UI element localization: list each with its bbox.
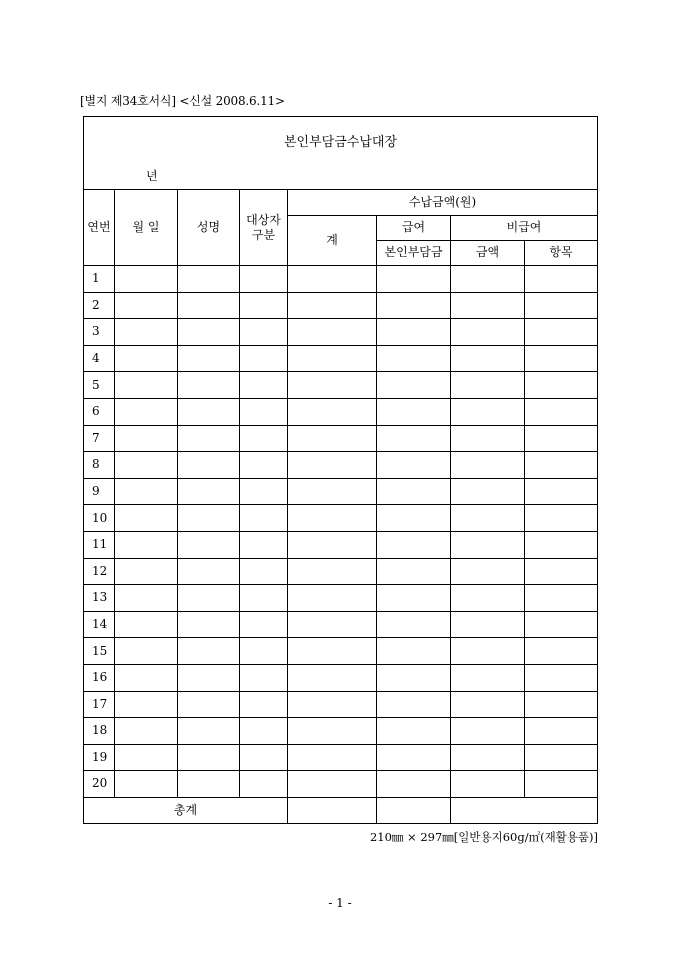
serial-number: 12 bbox=[84, 558, 115, 585]
non-benefit-item-cell[interactable] bbox=[525, 505, 598, 532]
subject-type-cell[interactable] bbox=[240, 585, 288, 612]
header-row-1 bbox=[84, 190, 598, 216]
total-cell[interactable] bbox=[288, 718, 377, 745]
total-cell[interactable] bbox=[288, 345, 377, 372]
name-cell[interactable] bbox=[178, 558, 240, 585]
table-row bbox=[84, 319, 598, 346]
total-cell[interactable] bbox=[288, 531, 377, 558]
non-benefit-amount-cell[interactable] bbox=[451, 266, 525, 293]
serial-number: 6 bbox=[84, 398, 115, 425]
copay-cell[interactable] bbox=[377, 452, 451, 479]
subject-type-cell[interactable] bbox=[240, 345, 288, 372]
subject-type-cell[interactable] bbox=[240, 638, 288, 665]
copay-cell[interactable] bbox=[377, 691, 451, 718]
table-row bbox=[84, 478, 598, 505]
serial-number: 9 bbox=[84, 478, 115, 505]
total-cell[interactable] bbox=[288, 319, 377, 346]
name-cell[interactable] bbox=[178, 292, 240, 319]
non-benefit-item-cell[interactable] bbox=[525, 452, 598, 479]
non-benefit-amount-cell[interactable] bbox=[451, 718, 525, 745]
subject-type-cell[interactable] bbox=[240, 266, 288, 293]
copay-cell[interactable] bbox=[377, 372, 451, 399]
non-benefit-amount-cell[interactable] bbox=[451, 691, 525, 718]
form-header-note: [별지 제34호서식] <신설 2008.6.11> bbox=[80, 94, 285, 108]
name-cell[interactable] bbox=[178, 531, 240, 558]
subject-type-cell[interactable] bbox=[240, 425, 288, 452]
non-benefit-item-cell[interactable] bbox=[525, 292, 598, 319]
total-cell[interactable] bbox=[288, 478, 377, 505]
non-benefit-item-cell[interactable] bbox=[525, 664, 598, 691]
total-cell[interactable] bbox=[288, 505, 377, 532]
name-cell[interactable] bbox=[178, 266, 240, 293]
copay-cell[interactable] bbox=[377, 345, 451, 372]
total-cell[interactable] bbox=[288, 691, 377, 718]
subject-type-cell[interactable] bbox=[240, 744, 288, 771]
non-benefit-amount-cell[interactable] bbox=[451, 505, 525, 532]
copay-cell[interactable] bbox=[377, 478, 451, 505]
month-day-cell[interactable] bbox=[115, 372, 178, 399]
non-benefit-item-cell[interactable] bbox=[525, 558, 598, 585]
col-header-name: 성명 bbox=[178, 190, 240, 266]
name-cell[interactable] bbox=[178, 478, 240, 505]
serial-number: 7 bbox=[84, 425, 115, 452]
total-cell[interactable] bbox=[288, 452, 377, 479]
name-cell[interactable] bbox=[178, 505, 240, 532]
table-row bbox=[84, 744, 598, 771]
total-copay-cell[interactable] bbox=[377, 797, 451, 823]
non-benefit-item-cell[interactable] bbox=[525, 585, 598, 612]
non-benefit-item-cell[interactable] bbox=[525, 718, 598, 745]
table-row bbox=[84, 266, 598, 293]
table-row bbox=[84, 292, 598, 319]
name-cell[interactable] bbox=[178, 398, 240, 425]
non-benefit-amount-cell[interactable] bbox=[451, 664, 525, 691]
non-benefit-item-cell[interactable] bbox=[525, 691, 598, 718]
non-benefit-item-cell[interactable] bbox=[525, 319, 598, 346]
subject-type-cell[interactable] bbox=[240, 611, 288, 638]
total-cell[interactable] bbox=[288, 292, 377, 319]
non-benefit-amount-cell[interactable] bbox=[451, 345, 525, 372]
copay-cell[interactable] bbox=[377, 744, 451, 771]
name-cell[interactable] bbox=[178, 744, 240, 771]
month-day-cell[interactable] bbox=[115, 292, 178, 319]
non-benefit-amount-cell[interactable] bbox=[451, 452, 525, 479]
subject-type-cell[interactable] bbox=[240, 319, 288, 346]
subject-type-cell[interactable] bbox=[240, 505, 288, 532]
year-label: 년 bbox=[146, 169, 158, 183]
name-cell[interactable] bbox=[178, 771, 240, 798]
non-benefit-amount-cell[interactable] bbox=[451, 744, 525, 771]
total-non-benefit-cell[interactable] bbox=[451, 797, 598, 823]
serial-number: 18 bbox=[84, 718, 115, 745]
table-row bbox=[84, 585, 598, 612]
copay-cell[interactable] bbox=[377, 292, 451, 319]
col-header-non-benefit: 비급여 bbox=[451, 216, 598, 241]
name-cell[interactable] bbox=[178, 718, 240, 745]
copay-cell[interactable] bbox=[377, 611, 451, 638]
col-header-item: 항목 bbox=[525, 241, 598, 266]
subject-type-label: 대상자 구분 bbox=[246, 212, 281, 242]
non-benefit-amount-cell[interactable] bbox=[451, 585, 525, 612]
non-benefit-item-cell[interactable] bbox=[525, 638, 598, 665]
serial-number: 13 bbox=[84, 585, 115, 612]
copay-cell[interactable] bbox=[377, 558, 451, 585]
col-header-amount-group: 수납금액(원) bbox=[288, 190, 598, 216]
total-cell[interactable] bbox=[288, 664, 377, 691]
non-benefit-amount-cell[interactable] bbox=[451, 531, 525, 558]
subject-type-cell[interactable] bbox=[240, 771, 288, 798]
table-row bbox=[84, 372, 598, 399]
copay-cell[interactable] bbox=[377, 531, 451, 558]
serial-number: 10 bbox=[84, 505, 115, 532]
total-cell[interactable] bbox=[288, 266, 377, 293]
total-row bbox=[84, 797, 598, 823]
non-benefit-item-cell[interactable] bbox=[525, 611, 598, 638]
non-benefit-amount-cell[interactable] bbox=[451, 292, 525, 319]
non-benefit-item-cell[interactable] bbox=[525, 744, 598, 771]
non-benefit-amount-cell[interactable] bbox=[451, 611, 525, 638]
total-cell[interactable] bbox=[288, 744, 377, 771]
non-benefit-amount-cell[interactable] bbox=[451, 771, 525, 798]
title-row bbox=[84, 117, 598, 190]
serial-number: 14 bbox=[84, 611, 115, 638]
subject-type-cell[interactable] bbox=[240, 531, 288, 558]
total-cell[interactable] bbox=[288, 398, 377, 425]
month-day-cell[interactable] bbox=[115, 638, 178, 665]
non-benefit-amount-cell[interactable] bbox=[451, 478, 525, 505]
name-cell[interactable] bbox=[178, 611, 240, 638]
month-day-cell[interactable] bbox=[115, 744, 178, 771]
serial-number: 19 bbox=[84, 744, 115, 771]
copay-cell[interactable] bbox=[377, 585, 451, 612]
copay-cell[interactable] bbox=[377, 505, 451, 532]
non-benefit-item-cell[interactable] bbox=[525, 478, 598, 505]
non-benefit-item-cell[interactable] bbox=[525, 266, 598, 293]
month-day-cell[interactable] bbox=[115, 611, 178, 638]
non-benefit-item-cell[interactable] bbox=[525, 425, 598, 452]
non-benefit-item-cell[interactable] bbox=[525, 398, 598, 425]
serial-number: 8 bbox=[84, 452, 115, 479]
non-benefit-amount-cell[interactable] bbox=[451, 425, 525, 452]
subject-type-cell[interactable] bbox=[240, 664, 288, 691]
col-header-subject-type bbox=[240, 190, 288, 266]
subject-type-cell[interactable] bbox=[240, 478, 288, 505]
month-day-cell[interactable] bbox=[115, 266, 178, 293]
month-day-cell[interactable] bbox=[115, 585, 178, 612]
table-row bbox=[84, 638, 598, 665]
table-row bbox=[84, 611, 598, 638]
serial-number: 20 bbox=[84, 771, 115, 798]
subject-type-cell[interactable] bbox=[240, 691, 288, 718]
name-cell[interactable] bbox=[178, 425, 240, 452]
table-row bbox=[84, 664, 598, 691]
ledger-body bbox=[84, 266, 598, 798]
col-header-serial: 연번 bbox=[84, 190, 115, 266]
month-day-cell[interactable] bbox=[115, 771, 178, 798]
month-day-cell[interactable] bbox=[115, 452, 178, 479]
table-row bbox=[84, 505, 598, 532]
non-benefit-item-cell[interactable] bbox=[525, 531, 598, 558]
col-header-benefit: 급여 bbox=[377, 216, 451, 241]
col-header-month-day: 월 일 bbox=[115, 190, 178, 266]
total-cell[interactable] bbox=[288, 372, 377, 399]
serial-number: 5 bbox=[84, 372, 115, 399]
non-benefit-amount-cell[interactable] bbox=[451, 638, 525, 665]
copay-cell[interactable] bbox=[377, 266, 451, 293]
table-row bbox=[84, 691, 598, 718]
month-day-cell[interactable] bbox=[115, 531, 178, 558]
month-day-cell[interactable] bbox=[115, 478, 178, 505]
table-row bbox=[84, 398, 598, 425]
copay-cell[interactable] bbox=[377, 638, 451, 665]
month-day-cell[interactable] bbox=[115, 558, 178, 585]
name-cell[interactable] bbox=[178, 452, 240, 479]
total-sum-cell[interactable] bbox=[288, 797, 377, 823]
subject-type-cell[interactable] bbox=[240, 452, 288, 479]
copay-cell[interactable] bbox=[377, 398, 451, 425]
month-day-cell[interactable] bbox=[115, 505, 178, 532]
subject-type-cell[interactable] bbox=[240, 398, 288, 425]
copay-cell[interactable] bbox=[377, 771, 451, 798]
serial-number: 4 bbox=[84, 345, 115, 372]
serial-number: 2 bbox=[84, 292, 115, 319]
table-row bbox=[84, 718, 598, 745]
col-header-total: 계 bbox=[288, 216, 377, 266]
name-cell[interactable] bbox=[178, 372, 240, 399]
title-cell bbox=[84, 117, 598, 190]
name-cell[interactable] bbox=[178, 345, 240, 372]
non-benefit-amount-cell[interactable] bbox=[451, 558, 525, 585]
table-row bbox=[84, 345, 598, 372]
table-row bbox=[84, 771, 598, 798]
name-cell[interactable] bbox=[178, 319, 240, 346]
non-benefit-item-cell[interactable] bbox=[525, 345, 598, 372]
table-row bbox=[84, 558, 598, 585]
page-number: - 1 - bbox=[328, 896, 352, 910]
paper-spec: 210㎜ × 297㎜[일반용지60g/㎡(재활용품)] bbox=[369, 830, 598, 844]
month-day-cell[interactable] bbox=[115, 718, 178, 745]
table-row bbox=[84, 531, 598, 558]
name-cell[interactable] bbox=[178, 691, 240, 718]
total-cell[interactable] bbox=[288, 425, 377, 452]
subject-type-cell[interactable] bbox=[240, 372, 288, 399]
total-cell[interactable] bbox=[288, 638, 377, 665]
non-benefit-amount-cell[interactable] bbox=[451, 372, 525, 399]
copay-cell[interactable] bbox=[377, 319, 451, 346]
non-benefit-item-cell[interactable] bbox=[525, 372, 598, 399]
table-row bbox=[84, 452, 598, 479]
serial-number: 15 bbox=[84, 638, 115, 665]
copay-cell[interactable] bbox=[377, 664, 451, 691]
non-benefit-item-cell[interactable] bbox=[525, 771, 598, 798]
serial-number: 16 bbox=[84, 664, 115, 691]
subject-type-cell[interactable] bbox=[240, 718, 288, 745]
month-day-cell[interactable] bbox=[115, 319, 178, 346]
col-header-copay: 본인부담금 bbox=[377, 241, 451, 266]
month-day-cell[interactable] bbox=[115, 398, 178, 425]
name-cell[interactable] bbox=[178, 638, 240, 665]
col-header-amount: 금액 bbox=[451, 241, 525, 266]
month-day-cell[interactable] bbox=[115, 425, 178, 452]
name-cell[interactable] bbox=[178, 664, 240, 691]
serial-number: 1 bbox=[84, 266, 115, 293]
month-day-cell[interactable] bbox=[115, 691, 178, 718]
copay-cell[interactable] bbox=[377, 425, 451, 452]
month-day-cell[interactable] bbox=[115, 345, 178, 372]
payment-ledger-table bbox=[83, 116, 598, 824]
total-label: 총계 bbox=[84, 797, 288, 823]
table-row bbox=[84, 425, 598, 452]
copay-cell[interactable] bbox=[377, 718, 451, 745]
serial-number: 3 bbox=[84, 319, 115, 346]
non-benefit-amount-cell[interactable] bbox=[451, 398, 525, 425]
total-cell[interactable] bbox=[288, 611, 377, 638]
month-day-cell[interactable] bbox=[115, 664, 178, 691]
non-benefit-amount-cell[interactable] bbox=[451, 319, 525, 346]
subject-type-cell[interactable] bbox=[240, 292, 288, 319]
name-cell[interactable] bbox=[178, 585, 240, 612]
serial-number: 17 bbox=[84, 691, 115, 718]
total-cell[interactable] bbox=[288, 585, 377, 612]
serial-number: 11 bbox=[84, 531, 115, 558]
ledger-title: 본인부담금수납대장 bbox=[283, 135, 398, 150]
subject-type-cell[interactable] bbox=[240, 558, 288, 585]
total-cell[interactable] bbox=[288, 558, 377, 585]
total-cell[interactable] bbox=[288, 771, 377, 798]
